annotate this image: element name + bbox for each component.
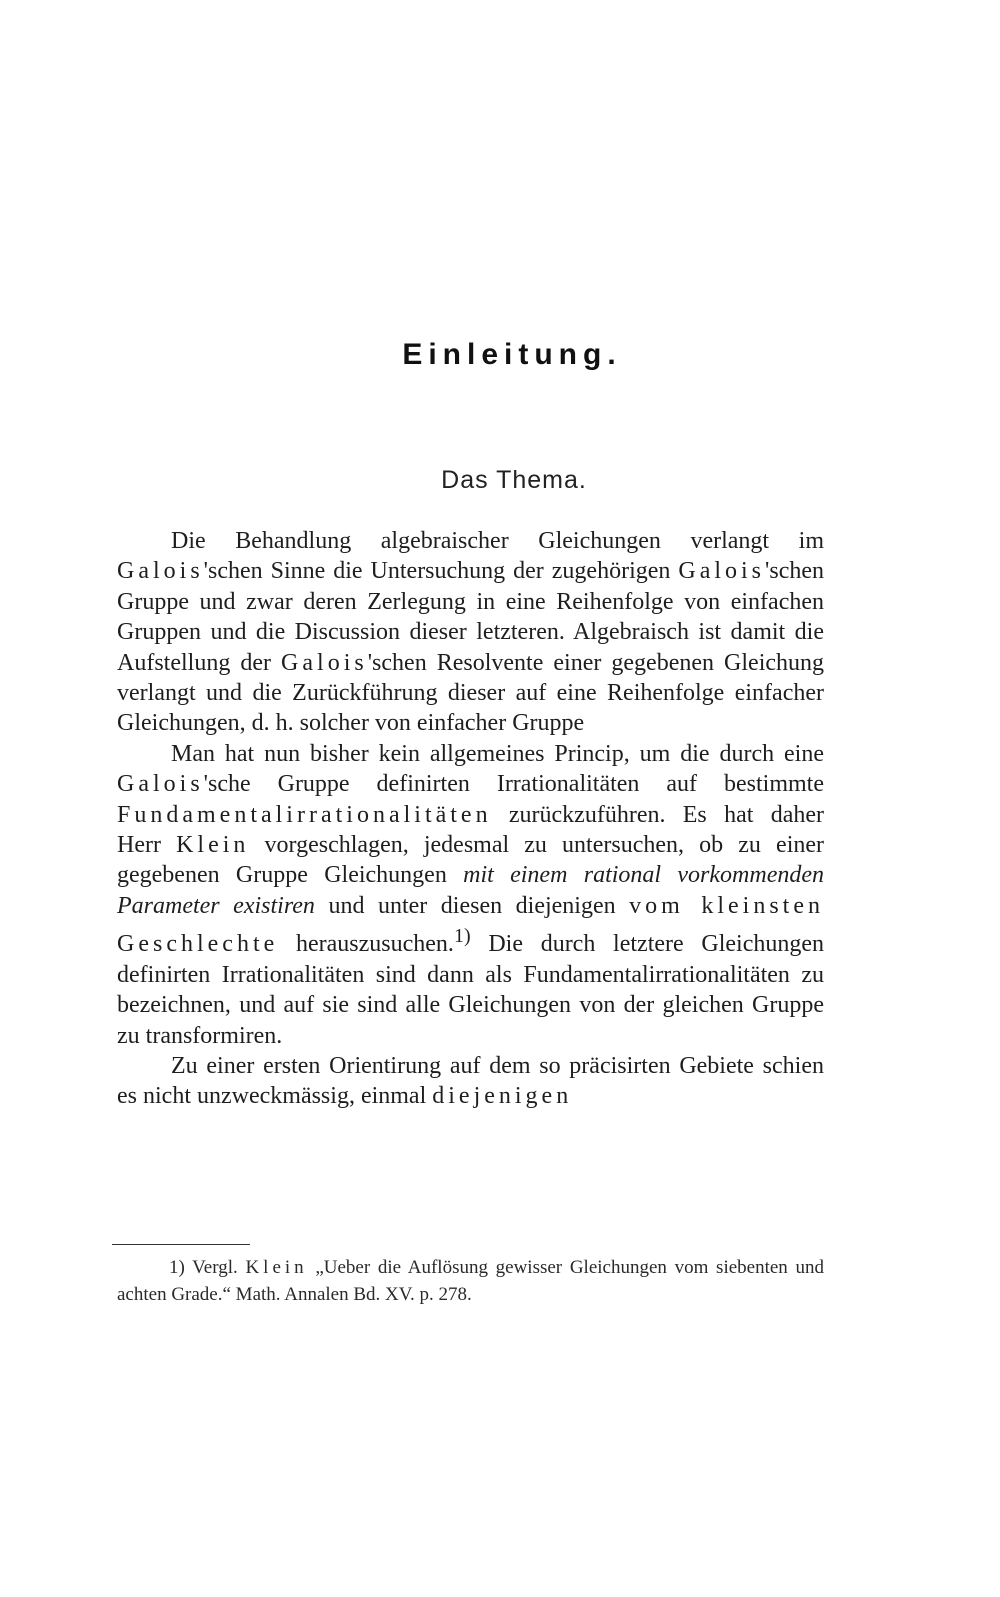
spaced-name: Galois <box>117 558 204 585</box>
text-run: Zu einer ersten Orientirung auf dem so präcisirten Gebiete schien es nicht unzweckmässig, einmal <box>117 1052 824 1110</box>
text-run: Die Behandlung algebraischer Gleichungen verlangt im <box>171 528 824 554</box>
text-run: 'schen Resolvente einer gegebenen Gleichung verlangt und die Zurückführung dieser auf eine Reihenfolge einfacher Gleichungen, d. h. solcher von einfacher Gruppe <box>117 649 825 737</box>
emphasis: mit einem rational vorkommenden Parameter existiren <box>117 862 824 919</box>
footnote-divider <box>112 1244 250 1245</box>
text-run: vorgeschlagen, jedesmal zu untersuchen, ob zu einer gegebenen Gruppe Gleichungen <box>117 832 824 889</box>
paragraph <box>117 526 824 739</box>
spaced-name: Klein <box>245 1257 308 1278</box>
text-run: und unter diesen diejenigen <box>314 892 630 919</box>
spaced-name: diejenigen <box>432 1083 573 1110</box>
text-run: 'schen Sinne die Untersuchung der zugehörigen <box>203 558 679 585</box>
footnote-marker: 1) <box>453 925 471 948</box>
text-run: „Ueber die Auflösung gewisser Gleichungen vom siebenten und achten Grade.“ Math. Annalen Bd. XV. p. 278. <box>117 1257 825 1305</box>
spaced-name: Klein <box>176 832 250 859</box>
text-run: herauszusuchen. <box>278 931 454 958</box>
main-text <box>117 526 824 1112</box>
paragraph <box>117 739 824 1051</box>
text-run: Man hat nun bisher kein allgemeines Princip, um die durch eine <box>171 740 824 767</box>
text-run: 'sche Gruppe definirten Irrationalitäten auf bestimmte <box>203 771 824 798</box>
text-run: 'schen Gruppe und zwar deren Zerlegung in eine Reihenfolge von einfachen Gruppen und die Discussion dieser letzteren. Algebraisch ist damit die Aufstellung der <box>117 558 824 676</box>
footnote <box>117 1254 824 1308</box>
chapter-title: Einleitung. <box>402 338 622 371</box>
spaced-name: Fundamentalirrationalitäten <box>117 801 492 828</box>
spaced-name: Galois <box>678 558 766 585</box>
spaced-name: Galois <box>281 649 368 676</box>
section-title: Das Thema. <box>441 466 587 494</box>
text-run: zurückzuführen. Es hat daher Herr <box>117 801 824 859</box>
spaced-name: Galois <box>117 771 204 798</box>
spaced-name: vom kleinsten Geschlechte <box>117 892 824 958</box>
paragraph <box>117 1051 824 1112</box>
text-run: Die durch letztere Gleichungen definirten Irrationalitäten sind dann als Fundamentalirrationalitäten zu bezeichnen, und auf sie sind alle Gleichungen von der gleichen Gruppe zu transformiren. <box>117 931 824 1049</box>
text-run: 1) Vergl. <box>169 1257 246 1278</box>
